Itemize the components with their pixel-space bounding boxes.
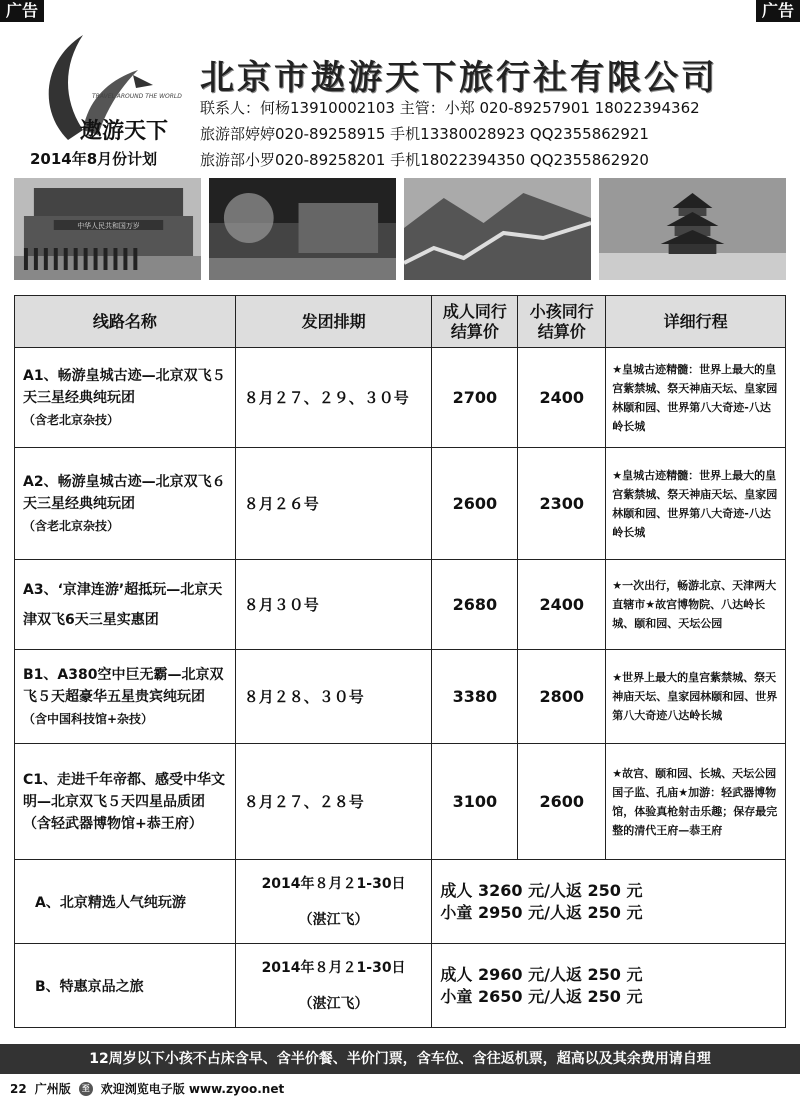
route-name: A2、畅游皇城古迹—北京双飞６天三星经典纯玩团 (23, 473, 226, 512)
child-price: 2400 (518, 560, 606, 650)
adult-price: 3380 (432, 650, 518, 744)
route-cell (15, 560, 236, 650)
header-schedule: 发团排期 (235, 296, 432, 348)
detail-cell: ★世界上最大的皇宫紫禁城、祭天神庙天坛、皇家园林颐和园、世界第八大奇迹八达岭长城 (606, 650, 786, 744)
footer-notice: 12周岁以下小孩不占床含早、含半价餐、半价门票，含车位、含往返机票，超高以及其余费用请自理 (0, 1044, 800, 1074)
special-route: B、特惠京品之旅 (15, 944, 236, 1028)
special-prices (432, 944, 786, 1028)
edition-label: 广州版 (34, 1082, 71, 1096)
route-name: A3、‘京津连游’超抵玩—北京天津双飞6天三星实惠团 (23, 581, 223, 628)
photo-great-wall (404, 178, 591, 280)
adult-price: 2680 (432, 560, 518, 650)
table-header (15, 296, 786, 348)
route-cell (15, 448, 236, 560)
detail-cell: ★皇城古迹精髓：世界上最大的皇宫紫禁城、祭天神庙天坛、皇家园林颐和园、世界第八大奇迹-八达岭长城 (606, 348, 786, 448)
adult-price: 2700 (432, 348, 518, 448)
logo-brand: 遨游天下 (80, 119, 169, 144)
contact-line-1: 联系人：何杨13910002103 主管：小郑 020-89257901 18022394362 (200, 99, 700, 117)
route-name: A1、畅游皇城古迹—北京双飞５天三星经典纯玩团 (23, 367, 226, 406)
route-note: （含老北京杂技） (23, 518, 120, 533)
schedule-cell: ８月３０号 (235, 560, 432, 650)
special-adult-price: 成人 3260 元/人返 250 元 (440, 880, 643, 900)
table-row (15, 348, 786, 448)
detail-cell: ★故宫、颐和园、长城、天坛公园国子监、孔庙★加游：轻武器博物馆，体验真枪射击乐趣；保存最完整的清代王府—恭王府 (606, 744, 786, 860)
route-name: B1、A380空中巨无霸—北京双飞５天超豪华五星贵宾纯玩团 (23, 666, 224, 705)
photo-strip (14, 178, 786, 280)
table-row (15, 744, 786, 860)
tiananmen-banner: 中华人民共和国万岁 (77, 221, 140, 231)
adult-price: 3100 (432, 744, 518, 860)
page-number: 22 (10, 1081, 27, 1096)
header-adult-price: 成人同行 结算价 (432, 296, 518, 348)
special-adult-price: 成人 2960 元/人返 250 元 (440, 964, 643, 984)
circle-logo-icon: 至 (79, 1082, 93, 1096)
table-row (15, 448, 786, 560)
child-price: 2600 (518, 744, 606, 860)
page-footer (10, 1080, 284, 1097)
header-route: 线路名称 (15, 296, 236, 348)
special-schedule (235, 944, 432, 1028)
schedule-cell: ８月２８、３０号 (235, 650, 432, 744)
adult-price: 2600 (432, 448, 518, 560)
welcome-text: 欢迎浏览电子版 www.zyoo.net (100, 1082, 285, 1096)
company-name: 北京市遨游天下旅行社有限公司 (200, 58, 718, 98)
plan-title: 2014年8月份计划 (30, 150, 158, 168)
company-logo (28, 30, 193, 150)
route-cell (15, 744, 236, 860)
ad-label-left: 广告 (0, 0, 44, 22)
contact-line-3: 旅游部小罗020-89258201 手机18022394350 QQ2355862920 (200, 151, 649, 169)
special-row (15, 944, 786, 1028)
special-route: A、北京精选人气纯玩游 (15, 860, 236, 944)
route-cell (15, 650, 236, 744)
swoosh-logo-icon (28, 30, 193, 150)
child-price: 2300 (518, 448, 606, 560)
special-date: 2014年８月２1-30日 (261, 959, 406, 976)
route-note: （含中国科技馆+杂技） (23, 711, 154, 726)
special-child-price: 小童 2950 元/人返 250 元 (440, 902, 643, 922)
detail-cell: ★一次出行，畅游北京、天津两大直辖市★故宫博物院、八达岭长城、颐和园、天坛公园 (606, 560, 786, 650)
route-name: C1、走进千年帝都、感受中华文明—北京双飞５天四星品质团（含轻武器博物馆+恭王府） (23, 771, 226, 832)
table-row (15, 560, 786, 650)
schedule-cell: ８月２７、２８号 (235, 744, 432, 860)
special-date: 2014年８月２1-30日 (261, 875, 406, 892)
special-prices (432, 860, 786, 944)
schedule-cell: ８月２６号 (235, 448, 432, 560)
ad-label-right: 广告 (756, 0, 800, 22)
special-child-price: 小童 2650 元/人返 250 元 (440, 986, 643, 1006)
special-row (15, 860, 786, 944)
route-table (14, 295, 786, 1028)
logo-tagline: TRAVEL AROUND THE WORLD (92, 93, 182, 100)
route-note: （含老北京杂技） (23, 412, 120, 427)
photo-temple-of-heaven (599, 178, 786, 280)
schedule-cell: ８月２７、２９、３０号 (235, 348, 432, 448)
route-cell (15, 348, 236, 448)
contact-line-2: 旅游部婷婷020-89258915 手机13380028923 QQ2355862921 (200, 125, 649, 143)
child-price: 2400 (518, 348, 606, 448)
special-flight: （湛江飞） (298, 995, 369, 1012)
header-detail: 详细行程 (606, 296, 786, 348)
header-child-price: 小孩同行 结算价 (518, 296, 606, 348)
table-row (15, 650, 786, 744)
child-price: 2800 (518, 650, 606, 744)
detail-cell: ★皇城古迹精髓：世界上最大的皇宫紫禁城、祭天神庙天坛、皇家园林颐和园、世界第八大奇迹-八达岭长城 (606, 448, 786, 560)
photo-tiananmen (14, 178, 201, 280)
photo-night-street (209, 178, 396, 280)
special-schedule (235, 860, 432, 944)
special-flight: （湛江飞） (298, 911, 369, 928)
